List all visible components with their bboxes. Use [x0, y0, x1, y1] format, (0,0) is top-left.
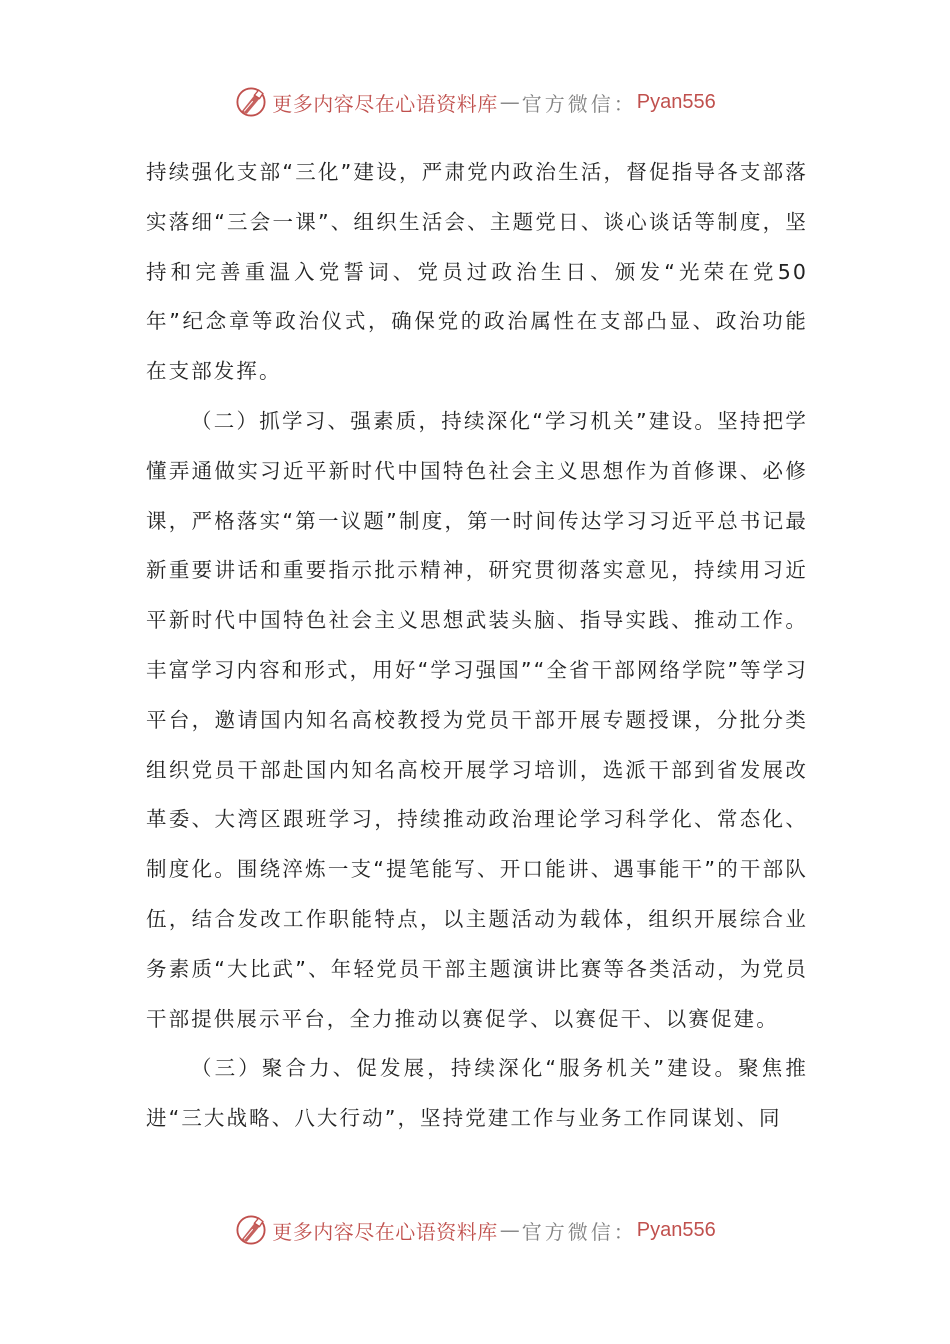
watermark-main-text: 更多内容尽在心语资料库 [272, 1219, 498, 1244]
watermark-sub-text: 官方微信： [521, 91, 637, 116]
watermark-main-text: 更多内容尽在心语资料库 [272, 91, 498, 116]
watermark-dash: — [499, 90, 520, 114]
document-body [146, 148, 808, 1144]
watermark-sub-text: 官方微信： [521, 1219, 637, 1244]
pen-nib-logo-icon [234, 85, 268, 119]
footer-watermark-banner [0, 1208, 950, 1252]
watermark-wechat-id: Pyan556 [636, 90, 716, 113]
pen-nib-logo-icon [234, 1213, 268, 1247]
paragraph-section-2: （二）抓学习、强素质，持续深化“学习机关”建设。坚持把学懂弄通做实习近平新时代中国特色社会主义思想作为首修课、必修课，严格落实“第一议题”制度，第一时间传达学习习近平总书记最新重要讲话和重要指示批示精神，研究贯彻落实意见，持续用习近平新时代中国特色社会主义思想武装头脑、指导实践、推动工作。丰富学习内容和形式，用好“学习强国”“全省干部网络学院”等学习平台，邀请国内知名高校教授为党员干部开展专题授课，分批分类组织党员干部赴国内知名高校开展学习培训，选派干部到省发展改革委、大湾区跟班学习，持续推动政治理论学习科学化、常态化、制度化。围绕淬炼一支“提笔能写、开口能讲、遇事能干”的干部队伍，结合发改工作职能特点，以主题活动为载体，组织开展综合业务素质“大比武”、年轻党员干部主题演讲比赛等各类活动，为党员干部提供展示平台，全力推动以赛促学、以赛促干、以赛促建。 [146, 408, 808, 1031]
paragraph-continuation: 持续强化支部“三化”建设，严肃党内政治生活，督促指导各支部落实落细“三会一课”、组织生活会、主题党日、谈心谈话等制度，坚持和完善重温入党誓词、党员过政治生日、颁发“光荣在党50年”纪念章等政治仪式，确保党的政治属性在支部凸显、政治功能在支部发挥。 [146, 160, 808, 384]
watermark-dash: — [499, 1218, 520, 1242]
watermark-wechat-id: Pyan556 [636, 1218, 716, 1241]
paragraph-section-3: （三）聚合力、促发展，持续深化“服务机关”建设。聚焦推进“三大战略、八大行动”，坚持党建工作与业务工作同谋划、同 [146, 1056, 808, 1131]
header-watermark-banner [0, 80, 950, 124]
